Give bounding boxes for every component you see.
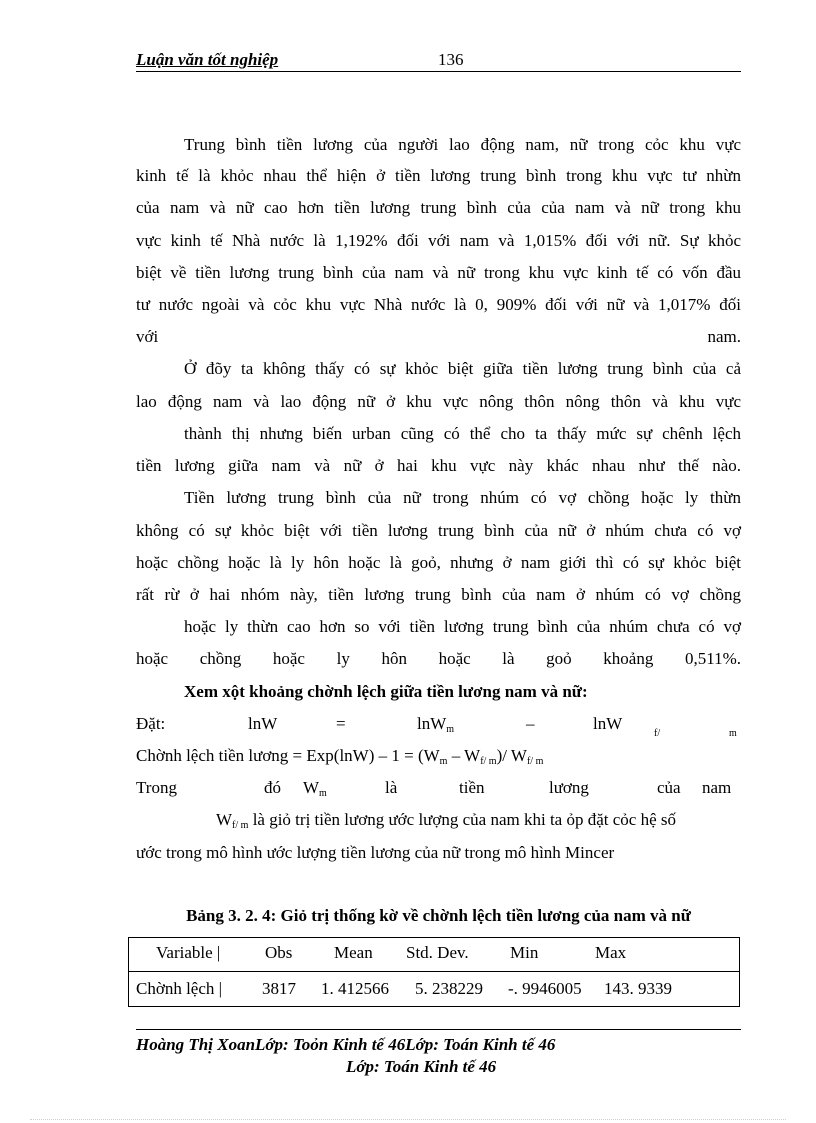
header-rule (136, 71, 741, 72)
definition-line: $W_{f/ m}$ là giỏ trị tiền lương ước lượng của nam khi ta ỏp đặt cỏc hệ số (216, 810, 677, 831)
text-line: biệt về tiền lương trung bình của nam và nữ trong khu vực kinh tế có vốn đầu (136, 263, 741, 282)
text-line: của nam và nữ cao hơn tiền lương trung bình của của nam và nữ trong khu (136, 198, 741, 217)
text-line: thành thị nhưng biến urban cũng có thể cho ta thấy mức sự chênh lệch (184, 424, 741, 443)
formula-label: Đặt: (136, 714, 166, 733)
table-cell: Chờnh lệch | (136, 979, 223, 998)
formula-lhs: lnW (248, 714, 278, 733)
text-line: hoặc chồng hoặc ly hôn hoặc là goỏ khoảng 0,511%. (136, 649, 741, 668)
text-line: Trung bình tiền lương của người lao động nam, nữ trong cỏc khu vực (184, 135, 741, 154)
footer-rule (136, 1029, 741, 1030)
text-line: rất rừ ở hai nhóm này, tiền lương trung bình của nam ở nhúm có vợ chồng (136, 585, 741, 604)
text-line: với nam. (136, 327, 741, 346)
formula-minus: – (526, 714, 535, 733)
text-line: không có sự khỏc biệt với tiền lương trung bình của nữ ở nhúm chưa có vợ (136, 521, 741, 540)
table-cell: 3817 (262, 979, 296, 998)
formula-term: lnW (593, 714, 623, 733)
header-title: Luận văn tốt nghiệp (136, 50, 279, 69)
table-header-cell: Min (510, 943, 539, 962)
formula-subscript: m (729, 728, 737, 739)
text-line: hoặc chồng hoặc là ly hôn hoặc là goỏ, nhưng ở nam giới thì có sự khỏc biệt (136, 553, 741, 572)
formula-definition (136, 714, 741, 739)
text-line: Tiền lương trung bình của nữ trong nhúm có vợ chồng hoặc ly thừn (184, 488, 741, 507)
table-caption: Bảng 3. 2. 4: Giỏ trị thống kờ về chờnh lệch tiền lương của nam và nữ (186, 906, 691, 925)
formula-gap: Chờnh lệch tiền lương = $Exp(\ln W) - 1 = (W_m - W_{f/ m})/$ $W_{f/ m}$ (136, 746, 544, 767)
definition-line: Trong đó $W_m$ là tiền lương của nam (136, 778, 732, 799)
table-divider (129, 971, 739, 972)
text-line: tiền lương giữa nam và nữ ở hai khu vực này khác nhau như thế nào. (136, 456, 741, 475)
text-line: lao động nam và lao động nữ ở khu vực nông thôn nông thôn và khu vực (136, 392, 741, 411)
formula-subscript: f/ (654, 728, 661, 739)
table-header-cell: Mean (334, 943, 373, 962)
page-bottom-divider (30, 1119, 786, 1120)
text-line: vực kinh tế Nhà nước là 1,192% đối với nam và 1,015% đối với nữ. Sự khỏc (136, 231, 741, 250)
table-cell: -. 9946005 (508, 979, 582, 998)
text-line: kinh tế là khỏc nhau thể hiện ở tiền lương trung bình trong khu vực tư nhừn (136, 166, 741, 185)
table-header-cell: Obs (265, 943, 293, 962)
formula-equals: = (336, 714, 346, 733)
table-cell: 1. 412566 (321, 979, 389, 998)
footer-author: Hoàng Thị XoanLớp: Toỏn Kinh tế 46Lớp: Toán Kinh tế 46 (136, 1035, 556, 1054)
table-header-cell: Max (595, 943, 627, 962)
table-header-cell: Variable | (156, 943, 221, 962)
statistics-table (128, 937, 740, 1007)
page-header (136, 50, 741, 70)
section-heading: Xem xột khoảng chờnh lệch giữa tiền lương nam và nữ: (184, 682, 588, 701)
table-cell: 5. 238229 (415, 979, 483, 998)
table-cell: 143. 9339 (604, 979, 672, 998)
text-line: tư nước ngoài và cỏc khu vực Nhà nước là 0, 909% đối với nữ và 1,017% đối (136, 295, 741, 314)
table-header-cell: Std. Dev. (406, 943, 469, 962)
text-line: Ở đõy ta không thấy có sự khỏc biệt giữa tiền lương trung bình của cả (184, 359, 741, 378)
formula-term: lnW (417, 714, 447, 733)
page-number: 136 (438, 50, 464, 69)
formula-subscript: m (446, 724, 455, 735)
text-line: hoặc ly thừn cao hơn so với tiền lương trung bình của nhúm chưa có vợ (184, 617, 741, 636)
definition-line: ước trong mô hình ước lượng tiền lương của nữ trong mô hình Mincer (136, 843, 615, 862)
footer-class: Lớp: Toán Kinh tế 46 (346, 1057, 497, 1076)
